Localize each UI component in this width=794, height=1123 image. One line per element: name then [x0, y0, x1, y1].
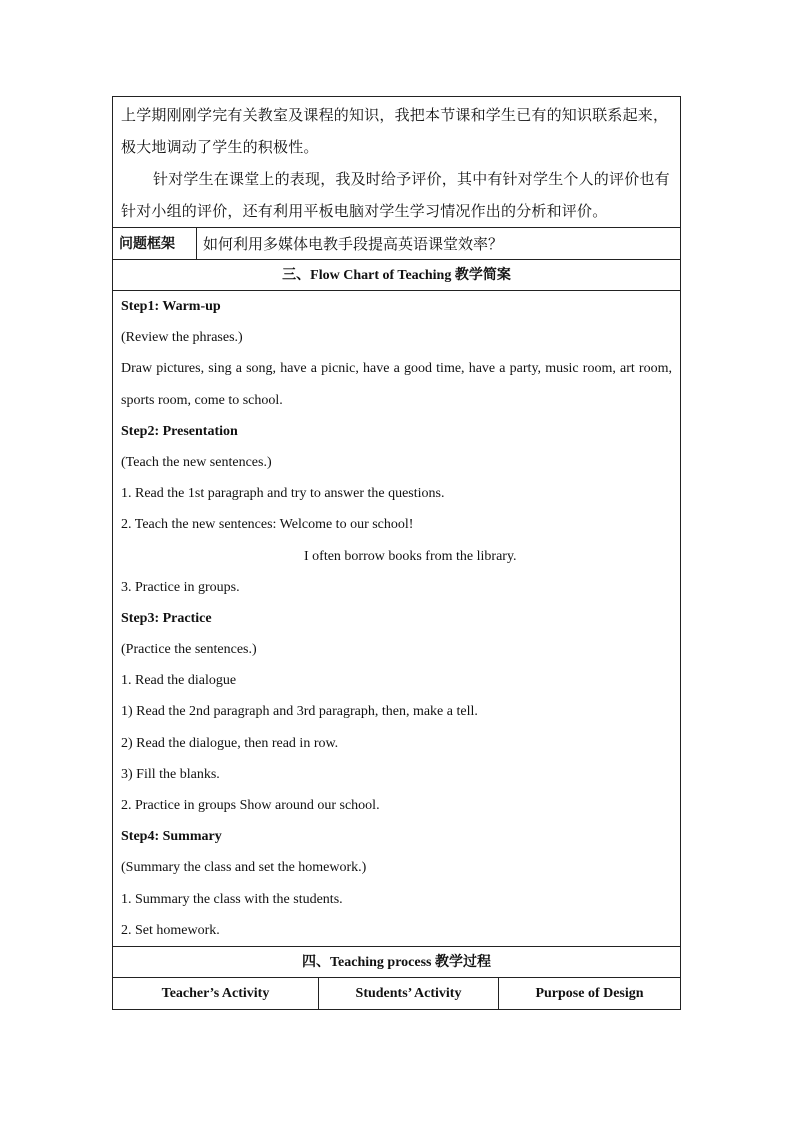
- flow-line: Draw pictures, sing a song, have a picnic, have a good time, have a party, music room, art room, sports room, come to school.: [121, 361, 672, 408]
- question-frame-text: 如何利用多媒体电教手段提高英语课堂效率？: [203, 235, 504, 253]
- flow-line: 3. Practice in groups.: [121, 579, 240, 595]
- teaching-process-heading-en: 四、Teaching process: [301, 954, 432, 970]
- flow-step-heading: Step2: Presentation: [121, 423, 238, 439]
- flow-line: 2. Set homework.: [121, 922, 220, 938]
- flow-line: (Summary the class and set the homework.): [121, 860, 367, 876]
- flow-step-heading: Step4: Summary: [121, 829, 222, 845]
- teaching-process-columns: [113, 977, 680, 1009]
- teaching-process-heading: [113, 946, 680, 977]
- question-frame-label: 问题框架: [113, 228, 197, 259]
- flow-line: 1. Summary the class with the students.: [121, 891, 343, 907]
- flow-line: 1. Read the dialogue: [121, 673, 237, 689]
- column-header-teacher-activity: Teacher’s Activity: [113, 978, 319, 1009]
- flow-line: (Practice the sentences.): [121, 642, 257, 658]
- question-frame-row: [113, 227, 680, 259]
- reflection-paragraph-1: 上学期刚刚学完有关教室及课程的知识，我把本节课和学生已有的知识联系起来，极大地调动了学生的积极性。: [121, 106, 669, 156]
- reflection-paragraph-2: 针对学生在课堂上的表现，我及时给予评价，其中有针对学生个人的评价也有针对小组的评价，还有利用平板电脑对学生学习情况作出的分析和评价。: [121, 170, 670, 220]
- flow-line: (Review the phrases.): [121, 330, 243, 346]
- flow-line: 2) Read the dialogue, then read in row.: [121, 735, 339, 751]
- flow-line: I often borrow books from the library.: [304, 548, 517, 564]
- column-header-purpose-of-design: Purpose of Design: [535, 985, 644, 1001]
- flow-chart-heading-cn: 教学简案: [454, 267, 511, 283]
- teaching-process-heading-cn: 教学过程: [435, 953, 491, 970]
- flow-line: 1. Read the 1st paragraph and try to answer the questions.: [121, 486, 445, 502]
- flow-step-heading: Step1: Warm-up: [121, 299, 221, 314]
- reflection-cell: [113, 97, 680, 227]
- flow-line: (Teach the new sentences.): [121, 454, 272, 470]
- flow-line: 2. Teach the new sentences: Welcome to our school!: [121, 517, 414, 533]
- flow-line: 2. Practice in groups Show around our school.: [121, 798, 380, 814]
- column-header-students-activity: Students’ Activity: [319, 978, 499, 1009]
- flow-step-heading: Step3: Practice: [121, 610, 212, 626]
- flow-chart-body: [113, 290, 680, 946]
- flow-line: 1) Read the 2nd paragraph and 3rd paragraph, then, make a tell.: [121, 704, 478, 720]
- flow-chart-heading: [113, 259, 680, 290]
- lesson-plan-table: [112, 96, 681, 1010]
- flow-line: 3) Fill the blanks.: [121, 766, 220, 782]
- flow-chart-heading-en: 三、Flow Chart of Teaching: [282, 268, 452, 283]
